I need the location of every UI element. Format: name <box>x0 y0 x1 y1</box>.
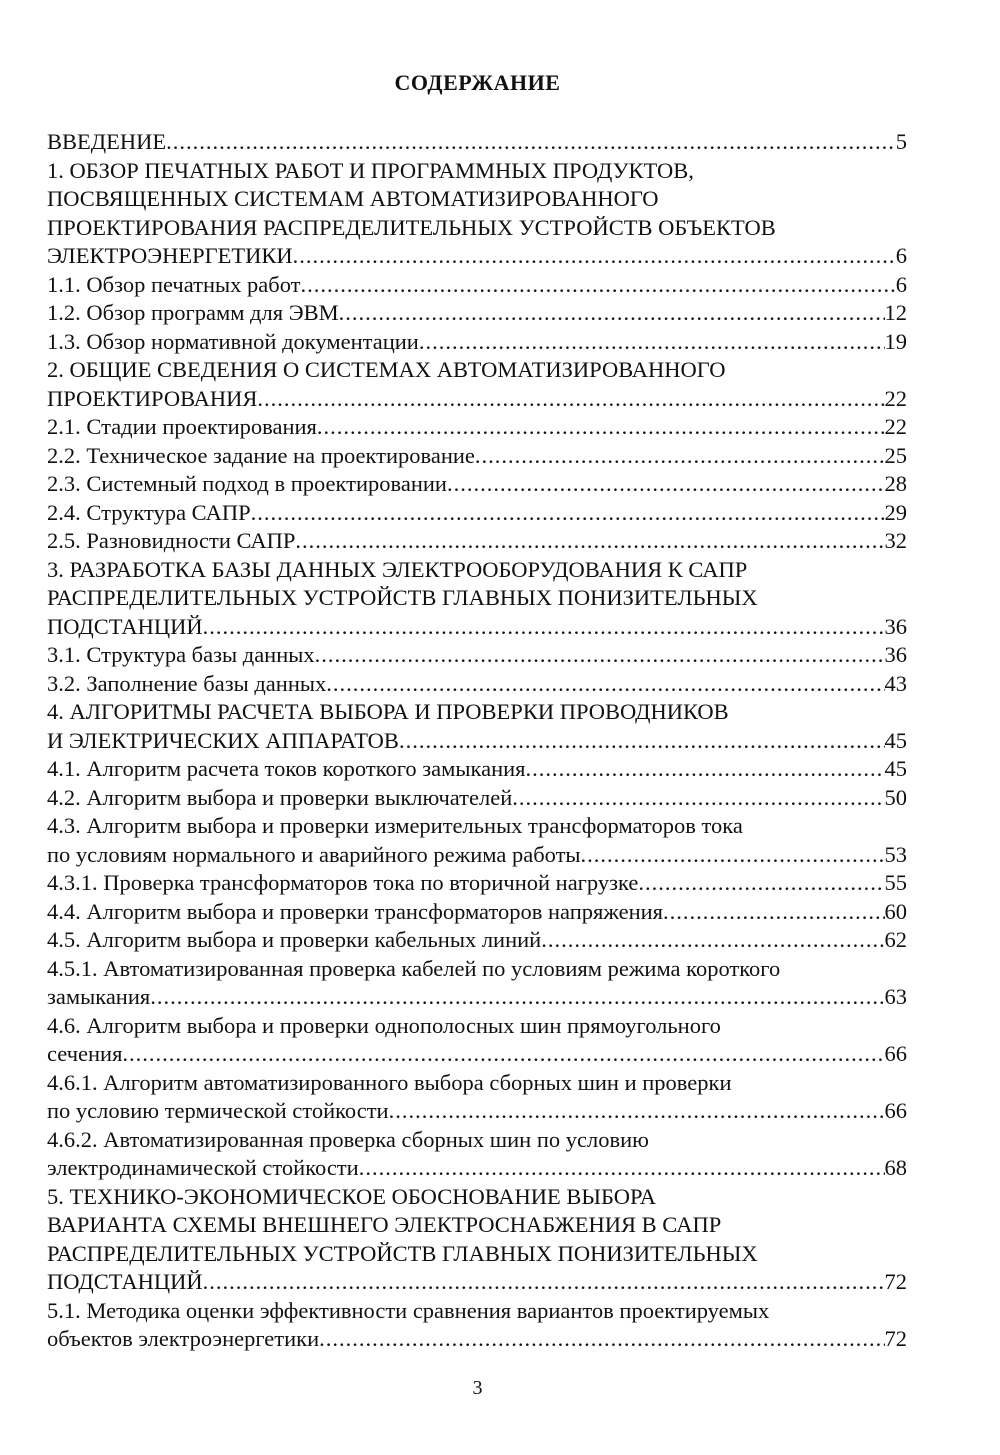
toc-page-number: 53 <box>884 841 907 867</box>
toc-entry-text: замыкания <box>47 984 151 1009</box>
toc-entry-text: ПРОЕКТИРОВАНИЯ РАСПРЕДЕЛИТЕЛЬНЫХ УСТРОЙСТВ ОБЪЕКТОВ <box>47 214 776 240</box>
table-of-contents <box>47 128 907 1354</box>
dot-leader <box>315 641 885 670</box>
dot-leader <box>203 613 885 642</box>
toc-entry-line <box>47 470 907 499</box>
dot-leader <box>419 328 885 357</box>
dot-leader <box>541 926 884 955</box>
toc-entry-line <box>47 698 907 727</box>
toc-entry-text: РАСПРЕДЕЛИТЕЛЬНЫХ УСТРОЙСТВ ГЛАВНЫХ ПОНИЗИТЕЛЬНЫХ <box>47 585 758 610</box>
toc-entry-text: 4.3.1. Проверка трансформаторов тока по вторичной нагрузке <box>47 870 639 895</box>
toc-entry-text: 2.2. Техническое задание на проектирование <box>47 442 475 468</box>
dot-leader <box>251 499 885 528</box>
toc-page-number: 29 <box>884 499 907 525</box>
toc-entry-line <box>47 955 907 984</box>
toc-entry-line <box>47 1183 907 1212</box>
toc-entry-text: 1.1. Обзор печатных работ <box>47 271 301 297</box>
toc-entry-text: И ЭЛЕКТРИЧЕСКИХ АППАРАТОВ <box>47 727 399 753</box>
toc-entry-text: сечения <box>47 1041 123 1066</box>
toc-entry-line <box>47 527 907 556</box>
toc-entry-line <box>47 556 907 585</box>
dot-leader <box>122 1040 884 1069</box>
toc-entry-line <box>47 670 907 699</box>
toc-entry-line <box>47 271 907 300</box>
toc-entry-line <box>47 784 907 813</box>
toc-entry-line <box>47 185 907 214</box>
toc-page-number: 63 <box>884 984 907 1009</box>
toc-entry-text: 1.3. Обзор нормативной документации <box>47 328 419 354</box>
toc-page-number: 62 <box>884 927 907 952</box>
toc-page-number: 19 <box>884 328 907 354</box>
page-title: СОДЕРЖАНИЕ <box>394 70 561 95</box>
toc-entry-line <box>47 1268 907 1297</box>
toc-page-number: 72 <box>884 1269 907 1294</box>
toc-entry-line <box>47 413 907 442</box>
toc-page-number: 60 <box>884 898 907 924</box>
toc-entry-text: 4.5.1. Автоматизированная проверка кабелей по условиям режима короткого <box>47 955 781 981</box>
toc-entry-text: 2.3. Системный подход в проектировании <box>47 471 447 496</box>
toc-page-number: 66 <box>884 1098 907 1123</box>
toc-entry-text: 2. ОБЩИЕ СВЕДЕНИЯ О СИСТЕМАХ АВТОМАТИЗИРОВАННОГО <box>47 357 726 382</box>
toc-entry-line <box>47 584 907 613</box>
dot-leader <box>475 442 885 471</box>
toc-page-number: 66 <box>884 1041 907 1066</box>
toc-entry-text: ПОДСТАНЦИЙ <box>47 1269 203 1294</box>
toc-entry-line <box>47 1126 907 1155</box>
dot-leader <box>663 898 884 927</box>
toc-entry-text: ПОДСТАНЦИЙ <box>47 613 203 639</box>
toc-entry-line <box>47 1240 907 1269</box>
toc-entry-text: 3.2. Заполнение базы данных <box>47 670 327 696</box>
toc-entry-line <box>47 128 907 157</box>
toc-entry-text: по условию термической стойкости <box>47 1098 389 1123</box>
toc-page-number: 32 <box>884 528 907 553</box>
toc-entry-line <box>47 385 907 414</box>
toc-page-number: 22 <box>884 414 907 439</box>
toc-entry-text: 4.3. Алгоритм выбора и проверки измерительных трансформаторов тока <box>47 813 743 838</box>
dot-leader <box>526 755 885 784</box>
toc-entry-text: РАСПРЕДЕЛИТЕЛЬНЫХ УСТРОЙСТВ ГЛАВНЫХ ПОНИЗИТЕЛЬНЫХ <box>47 1240 758 1266</box>
toc-entry-text: 1. ОБЗОР ПЕЧАТНЫХ РАБОТ И ПРОГРАММНЫХ ПРОДУКТОВ, <box>47 157 694 183</box>
toc-entry-text: 3. РАЗРАБОТКА БАЗЫ ДАННЫХ ЭЛЕКТРООБОРУДОВАНИЯ К САПР <box>47 556 748 582</box>
toc-entry-text: 2.1. Стадии проектирования <box>47 414 317 439</box>
toc-entry-line <box>47 1040 907 1069</box>
toc-entry-text: ПРОЕКТИРОВАНИЯ <box>47 385 258 411</box>
toc-page-number: 36 <box>884 642 907 667</box>
dot-leader <box>319 1325 884 1354</box>
toc-page-number: 55 <box>884 870 907 895</box>
toc-entry-text: объектов электроэнергетики <box>47 1326 320 1351</box>
toc-entry-text: 5. ТЕХНИКО-ЭКОНОМИЧЕСКОЕ ОБОСНОВАНИЕ ВЫБОРА <box>47 1183 656 1209</box>
toc-entry-line <box>47 157 907 186</box>
toc-entry-text: 4.4. Алгоритм выбора и проверки трансформаторов напряжения <box>47 898 664 924</box>
toc-entry-line <box>47 1154 907 1183</box>
toc-entry-text: ЭЛЕКТРОЭНЕРГЕТИКИ <box>47 243 293 268</box>
toc-entry-line <box>47 328 907 357</box>
toc-entry-line <box>47 755 907 784</box>
dot-leader <box>581 841 885 870</box>
toc-entry-text: 4.6.2. Автоматизированная проверка сборных шин по условию <box>47 1126 649 1152</box>
toc-page-number: 6 <box>895 271 907 297</box>
toc-page-number: 68 <box>884 1155 907 1180</box>
dot-leader <box>399 727 885 756</box>
toc-entry-line <box>47 926 907 955</box>
toc-entry-text: ВВЕДЕНИЕ <box>47 129 167 154</box>
toc-page-number: 36 <box>884 613 907 639</box>
dot-leader <box>638 869 884 898</box>
toc-entry-line <box>47 727 907 756</box>
toc-entry-line <box>47 499 907 528</box>
toc-entry-text: по условиям нормального и аварийного режима работы <box>47 841 581 867</box>
toc-entry-line <box>47 1069 907 1098</box>
toc-page-number: 28 <box>884 471 907 496</box>
toc-entry-line <box>47 983 907 1012</box>
toc-entry-line <box>47 242 907 271</box>
toc-entry-text: ВАРИАНТА СХЕМЫ ВНЕШНЕГО ЭЛЕКТРОСНАБЖЕНИЯ В САПР <box>47 1212 722 1237</box>
toc-page-number: 12 <box>884 300 907 325</box>
dot-leader <box>339 299 885 328</box>
toc-entry-text: 2.5. Разновидности САПР <box>47 528 296 553</box>
toc-entry-line <box>47 1012 907 1041</box>
toc-page-number: 22 <box>884 385 907 411</box>
dot-leader <box>300 271 895 300</box>
toc-entry-text: ПОСВЯЩЕННЫХ СИСТЕМАМ АВТОМАТИЗИРОВАННОГО <box>47 186 659 211</box>
toc-entry-text: 4.6. Алгоритм выбора и проверки однополосных шин прямоугольного <box>47 1012 721 1038</box>
toc-entry-line <box>47 1211 907 1240</box>
toc-entry-text: 1.2. Обзор программ для ЭВМ <box>47 300 339 325</box>
toc-page-number: 45 <box>884 727 907 753</box>
toc-entry-line <box>47 299 907 328</box>
toc-page-number: 50 <box>884 784 907 810</box>
toc-page-number: 72 <box>884 1326 907 1351</box>
toc-entry-line <box>47 442 907 471</box>
toc-entry-line <box>47 356 907 385</box>
dot-leader <box>512 784 884 813</box>
toc-page-number: 43 <box>884 670 907 696</box>
toc-entry-text: 4.2. Алгоритм выбора и проверки выключателей <box>47 784 513 810</box>
toc-entry-line <box>47 613 907 642</box>
dot-leader <box>326 670 884 699</box>
toc-entry-text: 4. АЛГОРИТМЫ РАСЧЕТА ВЫБОРА И ПРОВЕРКИ ПРОВОДНИКОВ <box>47 699 729 724</box>
toc-entry-line <box>47 869 907 898</box>
dot-leader <box>203 1268 885 1297</box>
toc-entry-line <box>47 1297 907 1326</box>
dot-leader <box>257 385 884 414</box>
toc-entry-line <box>47 898 907 927</box>
toc-entry-text: 5.1. Методика оценки эффективности сравнения вариантов проектируемых <box>47 1297 770 1323</box>
toc-page-number: 6 <box>895 243 907 268</box>
toc-entry-line <box>47 214 907 243</box>
toc-page-number: 45 <box>884 756 907 781</box>
dot-leader <box>166 128 896 157</box>
toc-entry-text: 4.1. Алгоритм расчета токов короткого замыкания <box>47 756 526 781</box>
toc-entry-line <box>47 812 907 841</box>
toc-entry-text: 4.6.1. Алгоритм автоматизированного выбора сборных шин и проверки <box>47 1069 732 1095</box>
toc-entry-line <box>47 1097 907 1126</box>
dot-leader <box>150 983 884 1012</box>
toc-entry-text: 4.5. Алгоритм выбора и проверки кабельных линий <box>47 927 542 952</box>
toc-entry-text: 3.1. Структура базы данных <box>47 642 315 667</box>
toc-entry-line <box>47 841 907 870</box>
toc-page-number: 5 <box>895 129 907 154</box>
dot-leader <box>317 413 885 442</box>
dot-leader <box>293 242 896 271</box>
page-number: 3 <box>472 1377 483 1399</box>
toc-page-number: 25 <box>884 442 907 468</box>
toc-entry-line <box>47 1325 907 1354</box>
toc-entry-line <box>47 641 907 670</box>
toc-entry-text: 2.4. Структура САПР <box>47 499 251 525</box>
toc-entry-text: электродинамической стойкости <box>47 1155 359 1180</box>
dot-leader <box>447 470 885 499</box>
dot-leader <box>295 527 884 556</box>
dot-leader <box>359 1154 885 1183</box>
dot-leader <box>389 1097 885 1126</box>
